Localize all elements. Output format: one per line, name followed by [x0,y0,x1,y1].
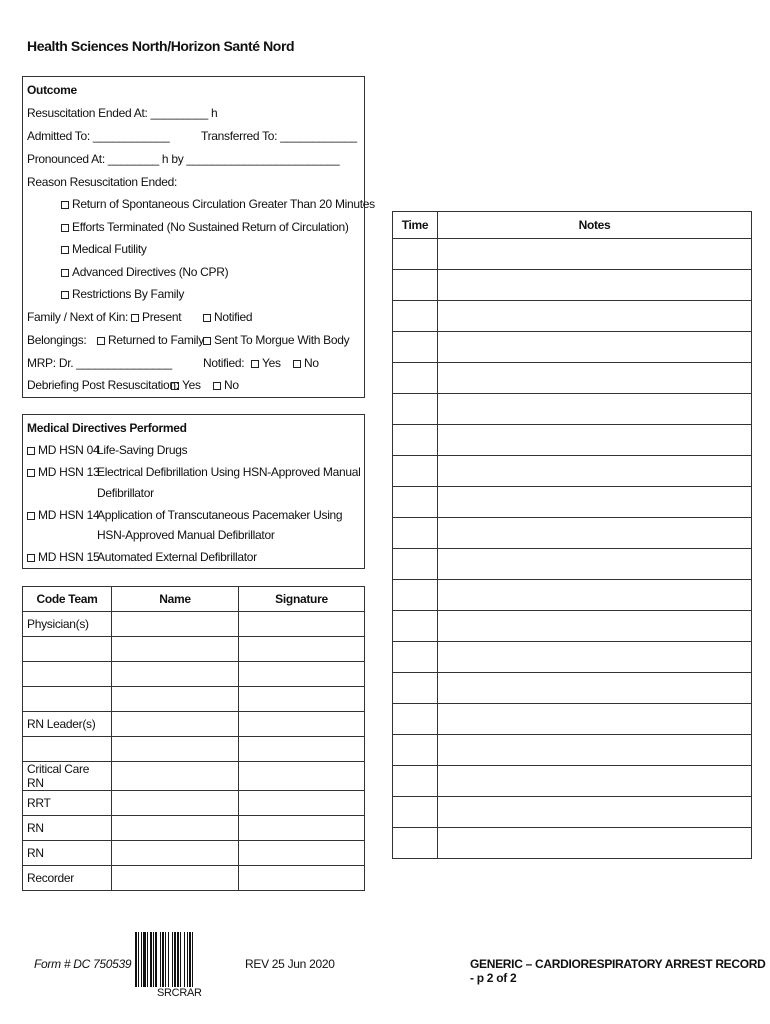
notes-cell[interactable] [438,611,752,642]
barcode-bar [180,932,181,987]
notes-cell[interactable] [438,766,752,797]
family-label: Family / Next of Kin: [27,310,129,324]
barcode-bar [192,932,193,987]
time-cell[interactable] [393,518,438,549]
name-cell[interactable] [112,687,239,712]
barcode-bar [150,932,152,987]
signature-cell[interactable] [239,866,365,891]
checkbox-icon[interactable] [61,291,69,299]
table-row [23,662,365,687]
debriefing-yes-option[interactable]: Yes [171,378,201,392]
name-cell[interactable] [112,737,239,762]
checkbox-icon[interactable] [61,269,69,277]
notes-header: Notes [438,212,752,239]
time-cell[interactable] [393,766,438,797]
table-row [23,612,365,637]
signature-cell[interactable] [239,612,365,637]
debriefing-label: Debriefing Post Resuscitation: [27,378,179,392]
debriefing-no-option[interactable]: No [213,378,239,392]
role-cell: Physician(s) [23,612,112,637]
form-number: Form # DC 750539 [34,957,132,971]
time-cell[interactable] [393,487,438,518]
table-row [393,549,752,580]
name-cell[interactable] [112,841,239,866]
role-cell: Critical Care RN [23,762,112,791]
barcode-bar [141,932,142,987]
barcode-bar [162,932,164,987]
time-cell[interactable] [393,735,438,766]
table-row [393,456,752,487]
notes-cell[interactable] [438,239,752,270]
md-hsn-13-option[interactable]: MD HSN 13 [27,465,99,479]
checkbox-icon[interactable] [131,314,139,322]
notes-cell[interactable] [438,828,752,859]
barcode-bar [135,932,137,987]
outcome-heading: Outcome [27,83,77,97]
table-row [23,816,365,841]
table-row [393,704,752,735]
checkbox-icon[interactable] [203,337,211,345]
time-cell[interactable] [393,549,438,580]
md-hsn-13-desc: Electrical Defibrillation Using HSN-Approved Manual [97,465,361,479]
table-row [393,735,752,766]
signature-cell[interactable] [239,841,365,866]
role-cell: RN [23,816,112,841]
reason-efforts-terminated-option[interactable]: Efforts Terminated (No Sustained Return of Circulation) [61,220,349,234]
name-cell[interactable] [112,816,239,841]
time-cell[interactable] [393,332,438,363]
signature-cell[interactable] [239,662,365,687]
table-row [393,301,752,332]
transferred-to-field[interactable]: Transferred To: ____________ [201,129,357,143]
mrp-field[interactable]: MRP: Dr. _______________ [27,356,172,370]
name-cell[interactable] [112,712,239,737]
role-cell [23,662,112,687]
notes-cell[interactable] [438,425,752,456]
signature-cell[interactable] [239,712,365,737]
time-header: Time [393,212,438,239]
resuscitation-ended-field[interactable]: Resuscitation Ended At: _________ h [27,106,218,120]
table-row [23,762,365,791]
barcode-bar [189,932,191,987]
reason-rosc-option[interactable]: Return of Spontaneous Circulation Greater Than 20 Minutes [61,197,375,211]
time-cell[interactable] [393,611,438,642]
table-row [23,687,365,712]
barcode-bar [172,932,173,987]
table-row [393,611,752,642]
notes-cell[interactable] [438,642,752,673]
md-hsn-04-option[interactable]: MD HSN 04 [27,443,99,457]
signature-cell[interactable] [239,816,365,841]
checkbox-icon[interactable] [27,469,35,477]
time-cell[interactable] [393,642,438,673]
notes-cell[interactable] [438,673,752,704]
reason-label: Reason Resuscitation Ended: [27,175,177,189]
medical-directives-heading: Medical Directives Performed [27,421,187,435]
time-cell[interactable] [393,828,438,859]
table-row [393,580,752,611]
form-title: GENERIC – CARDIORESPIRATORY ARREST RECORD - p 2 of 2 [470,957,766,985]
table-row [23,712,365,737]
table-row [393,239,752,270]
medical-directives-section [22,414,365,569]
role-cell [23,687,112,712]
table-row [393,642,752,673]
belongings-label: Belongings: [27,333,87,347]
table-row [393,828,752,859]
barcode-bar [153,932,154,987]
notes-cell[interactable] [438,518,752,549]
signature-header: Signature [239,587,365,612]
notes-cell[interactable] [438,549,752,580]
md-hsn-15-desc: Automated External Defibrillator [97,550,257,564]
md-hsn-14-desc-cont: HSN-Approved Manual Defibrillator [97,528,275,542]
time-cell[interactable] [393,301,438,332]
role-cell: Recorder [23,866,112,891]
barcode-bar [155,932,157,987]
notified-no-option[interactable]: No [293,356,319,370]
time-cell[interactable] [393,580,438,611]
signature-cell[interactable] [239,762,365,791]
barcode-bar [187,932,188,987]
checkbox-icon[interactable] [203,314,211,322]
notes-cell[interactable] [438,301,752,332]
name-cell[interactable] [112,612,239,637]
signature-cell[interactable] [239,737,365,762]
table-row [23,637,365,662]
role-cell [23,637,112,662]
role-cell: RN Leader(s) [23,712,112,737]
time-cell[interactable] [393,394,438,425]
table-row [393,518,752,549]
table-row [23,737,365,762]
notes-cell[interactable] [438,332,752,363]
signature-cell[interactable] [239,791,365,816]
md-hsn-15-option[interactable]: MD HSN 15 [27,550,99,564]
barcode-bar [160,932,161,987]
barcode-bar [177,932,179,987]
checkbox-icon[interactable] [251,360,259,368]
table-row [393,425,752,456]
barcode-bar [138,932,139,987]
barcode-text: SRCRAR [157,987,202,999]
time-cell[interactable] [393,239,438,270]
time-cell[interactable] [393,797,438,828]
time-cell[interactable] [393,704,438,735]
barcode-bar [174,932,176,987]
time-cell[interactable] [393,425,438,456]
signature-cell[interactable] [239,687,365,712]
page-title: Health Sciences North/Horizon Santé Nord [27,38,295,54]
checkbox-icon[interactable] [293,360,301,368]
checkbox-icon[interactable] [27,512,35,520]
notes-cell[interactable] [438,270,752,301]
table-row [393,487,752,518]
notes-cell[interactable] [438,487,752,518]
time-cell[interactable] [393,456,438,487]
reason-medical-futility-option[interactable]: Medical Futility [61,242,147,256]
barcode-bar [147,932,148,987]
notified-yes-option[interactable]: Yes [251,356,281,370]
outcome-section [22,76,375,398]
notes-cell[interactable] [438,363,752,394]
table-row [393,332,752,363]
barcode-bar [184,932,185,987]
notified-label: Notified: [203,356,245,370]
time-cell[interactable] [393,363,438,394]
role-cell: RN [23,841,112,866]
notes-table [392,211,752,859]
pronounced-at-field[interactable]: Pronounced At: ________ h by ________________________ [27,152,340,166]
notes-cell[interactable] [438,456,752,487]
table-row [393,270,752,301]
role-cell [23,737,112,762]
checkbox-icon[interactable] [27,447,35,455]
signature-cell[interactable] [239,637,365,662]
belongings-morgue-option[interactable]: Sent To Morgue With Body [203,333,349,347]
reason-advanced-directives-option[interactable]: Advanced Directives (No CPR) [61,265,228,279]
table-row [393,363,752,394]
notes-cell[interactable] [438,735,752,766]
md-hsn-04-desc: Life-Saving Drugs [97,443,188,457]
checkbox-icon[interactable] [213,382,221,390]
checkbox-icon[interactable] [27,554,35,562]
notes-cell[interactable] [438,797,752,828]
checkbox-icon[interactable] [97,337,105,345]
name-cell[interactable] [112,662,239,687]
barcode-bar [168,932,169,987]
role-cell: RRT [23,791,112,816]
barcode-bar [165,932,166,987]
table-row [393,797,752,828]
name-cell[interactable] [112,637,239,662]
family-notified-option[interactable]: Notified [203,310,252,324]
md-hsn-14-option[interactable]: MD HSN 14 [27,508,99,522]
time-cell[interactable] [393,673,438,704]
checkbox-icon[interactable] [61,201,69,209]
name-cell[interactable] [112,762,239,791]
name-cell[interactable] [112,866,239,891]
notes-cell[interactable] [438,580,752,611]
name-cell[interactable] [112,791,239,816]
reason-restrictions-option[interactable]: Restrictions By Family [61,287,184,301]
admitted-to-field[interactable]: Admitted To: ____________ [27,129,170,143]
md-hsn-13-desc-cont: Defibrillator [97,486,154,500]
table-row [393,394,752,425]
table-row [23,791,365,816]
family-present-option[interactable]: Present [131,310,181,324]
barcode-bar [143,932,146,987]
table-row [393,673,752,704]
md-hsn-14-desc: Application of Transcutaneous Pacemaker Using [97,508,343,522]
notes-cell[interactable] [438,704,752,735]
checkbox-icon[interactable] [61,246,69,254]
table-row [23,841,365,866]
barcode-icon [135,932,213,987]
notes-cell[interactable] [438,394,752,425]
code-team-table [22,586,365,891]
checkbox-icon[interactable] [171,382,179,390]
name-header: Name [112,587,239,612]
code-team-header: Code Team [23,587,112,612]
revision-date: REV 25 Jun 2020 [245,957,335,971]
table-row [23,866,365,891]
time-cell[interactable] [393,270,438,301]
belongings-returned-option[interactable]: Returned to Family [97,333,204,347]
table-row [393,766,752,797]
checkbox-icon[interactable] [61,224,69,232]
